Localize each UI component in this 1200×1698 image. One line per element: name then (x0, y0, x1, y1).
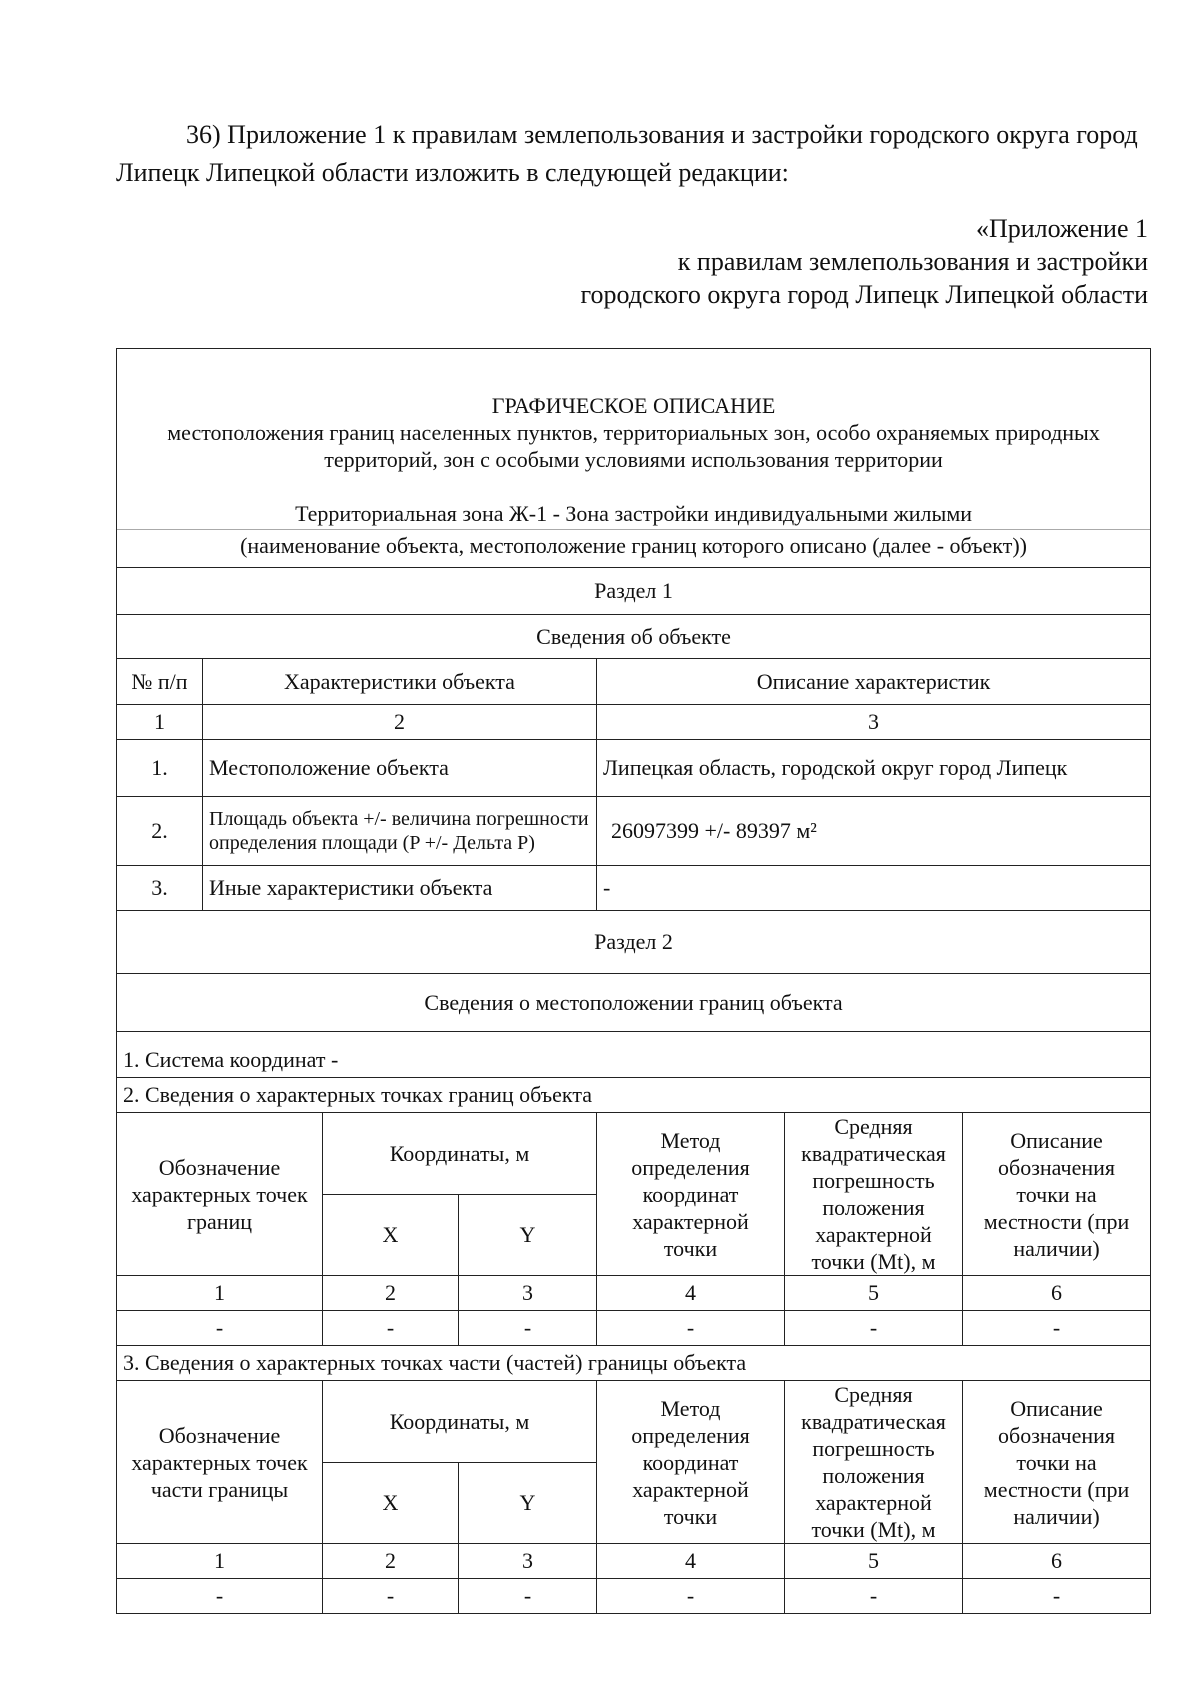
data-cell: - (117, 1579, 323, 1614)
header-cell (117, 349, 1151, 568)
index-cell: 4 (597, 1544, 785, 1579)
section2-subtitle: Сведения о местоположении границ объекта (117, 974, 1151, 1032)
row-num: 2. (117, 797, 203, 866)
parts-title: 3. Сведения о характерных точках части (частей) границы объекта (117, 1346, 1151, 1381)
index-cell: 4 (597, 1276, 785, 1311)
points-header-method: Метод определения координат характерной точки (597, 1113, 785, 1276)
data-cell: - (459, 1311, 597, 1346)
graphic-description-table (116, 348, 1151, 1614)
document-subtitle: местоположения границ населенных пунктов, территориальных зон, особо охраняемых природных территорий, зон с особыми условиями использования территории (167, 420, 1100, 472)
intro-number: 36) (186, 120, 221, 149)
row-description: Липецкая область, городской округ город Липецк (597, 740, 1151, 797)
table-row (117, 1579, 1151, 1614)
section1-subtitle: Сведения об объекте (117, 615, 1151, 659)
index-cell: 5 (785, 1276, 963, 1311)
index-cell: 6 (963, 1276, 1151, 1311)
parts-header-y: Y (459, 1462, 597, 1544)
parts-header-x: X (323, 1462, 459, 1544)
row-characteristic: Местоположение объекта (203, 740, 597, 797)
index-cell: 2 (323, 1544, 459, 1579)
index-cell: 2 (323, 1276, 459, 1311)
coordinate-system: 1. Система координат - (117, 1032, 1151, 1078)
data-cell: - (323, 1579, 459, 1614)
appendix-line-1: «Приложение 1 (975, 214, 1148, 243)
parts-header-error: Средняя квадратическая погрешность положения характерной точки (Mt), м (785, 1381, 963, 1544)
index-cell: 1 (117, 1276, 323, 1311)
col-header-num: № п/п (117, 659, 203, 705)
points-header-x: X (323, 1194, 459, 1276)
data-cell: - (597, 1311, 785, 1346)
zone-name: Территориальная зона Ж-1 - Зона застройки индивидуальными жилыми (295, 501, 973, 526)
parts-header-method: Метод определения координат характерной точки (597, 1381, 785, 1544)
parts-header-description: Описание обозначения точки на местности (при наличии) (963, 1381, 1151, 1544)
parts-header-designation: Обозначение характерных точек части границы (117, 1381, 323, 1544)
data-cell: - (117, 1311, 323, 1346)
section2-title: Раздел 2 (117, 911, 1151, 974)
data-cell: - (963, 1579, 1151, 1614)
row-description: 26097399 +/- 89397 м² (597, 797, 1151, 866)
index-cell: 1 (117, 705, 203, 740)
document-title: ГРАФИЧЕСКОЕ ОПИСАНИЕ (491, 393, 776, 418)
appendix-line-3: городского округа город Липецк Липецкой области (580, 280, 1148, 309)
appendix-line-2: к правилам землепользования и застройки (677, 247, 1148, 276)
col-header-description: Описание характеристик (597, 659, 1151, 705)
table-row (117, 866, 1151, 911)
data-cell: - (785, 1579, 963, 1614)
intro-text: Приложение 1 к правилам землепользования и застройки городского округа город Липецк Липецкой области изложить в следующей редакции: (116, 120, 1138, 187)
points-header-error: Средняя квадратическая погрешность положения характерной точки (Mt), м (785, 1113, 963, 1276)
parts-header-coordinates: Координаты, м (323, 1381, 597, 1463)
row-characteristic: Иные характеристики объекта (203, 866, 597, 911)
row-characteristic: Площадь объекта +/- величина погрешности определения площади (P +/- Дельта P) (203, 797, 597, 866)
appendix-heading (348, 212, 1148, 311)
points-header-coordinates: Координаты, м (323, 1113, 597, 1195)
table-row (117, 797, 1151, 866)
data-cell: - (323, 1311, 459, 1346)
data-cell: - (459, 1579, 597, 1614)
points-header-y: Y (459, 1194, 597, 1276)
index-cell: 1 (117, 1544, 323, 1579)
table-row (117, 740, 1151, 797)
index-cell: 3 (459, 1276, 597, 1311)
row-num: 3. (117, 866, 203, 911)
data-cell: - (597, 1579, 785, 1614)
index-cell: 3 (459, 1544, 597, 1579)
data-cell: - (785, 1311, 963, 1346)
index-cell: 2 (203, 705, 597, 740)
col-header-characteristics: Характеристики объекта (203, 659, 597, 705)
points-title: 2. Сведения о характерных точках границ объекта (117, 1078, 1151, 1113)
row-description: - (597, 866, 1151, 911)
table-row (117, 1311, 1151, 1346)
intro-paragraph (116, 116, 1150, 192)
data-cell: - (963, 1311, 1151, 1346)
zone-caption: (наименование объекта, местоположение границ которого описано (далее - объект)) (117, 529, 1150, 560)
index-cell: 6 (963, 1544, 1151, 1579)
row-num: 1. (117, 740, 203, 797)
points-header-designation: Обозначение характерных точек границ (117, 1113, 323, 1276)
points-header-description: Описание обозначения точки на местности (при наличии) (963, 1113, 1151, 1276)
index-cell: 3 (597, 705, 1151, 740)
index-cell: 5 (785, 1544, 963, 1579)
section1-title: Раздел 1 (117, 568, 1151, 615)
